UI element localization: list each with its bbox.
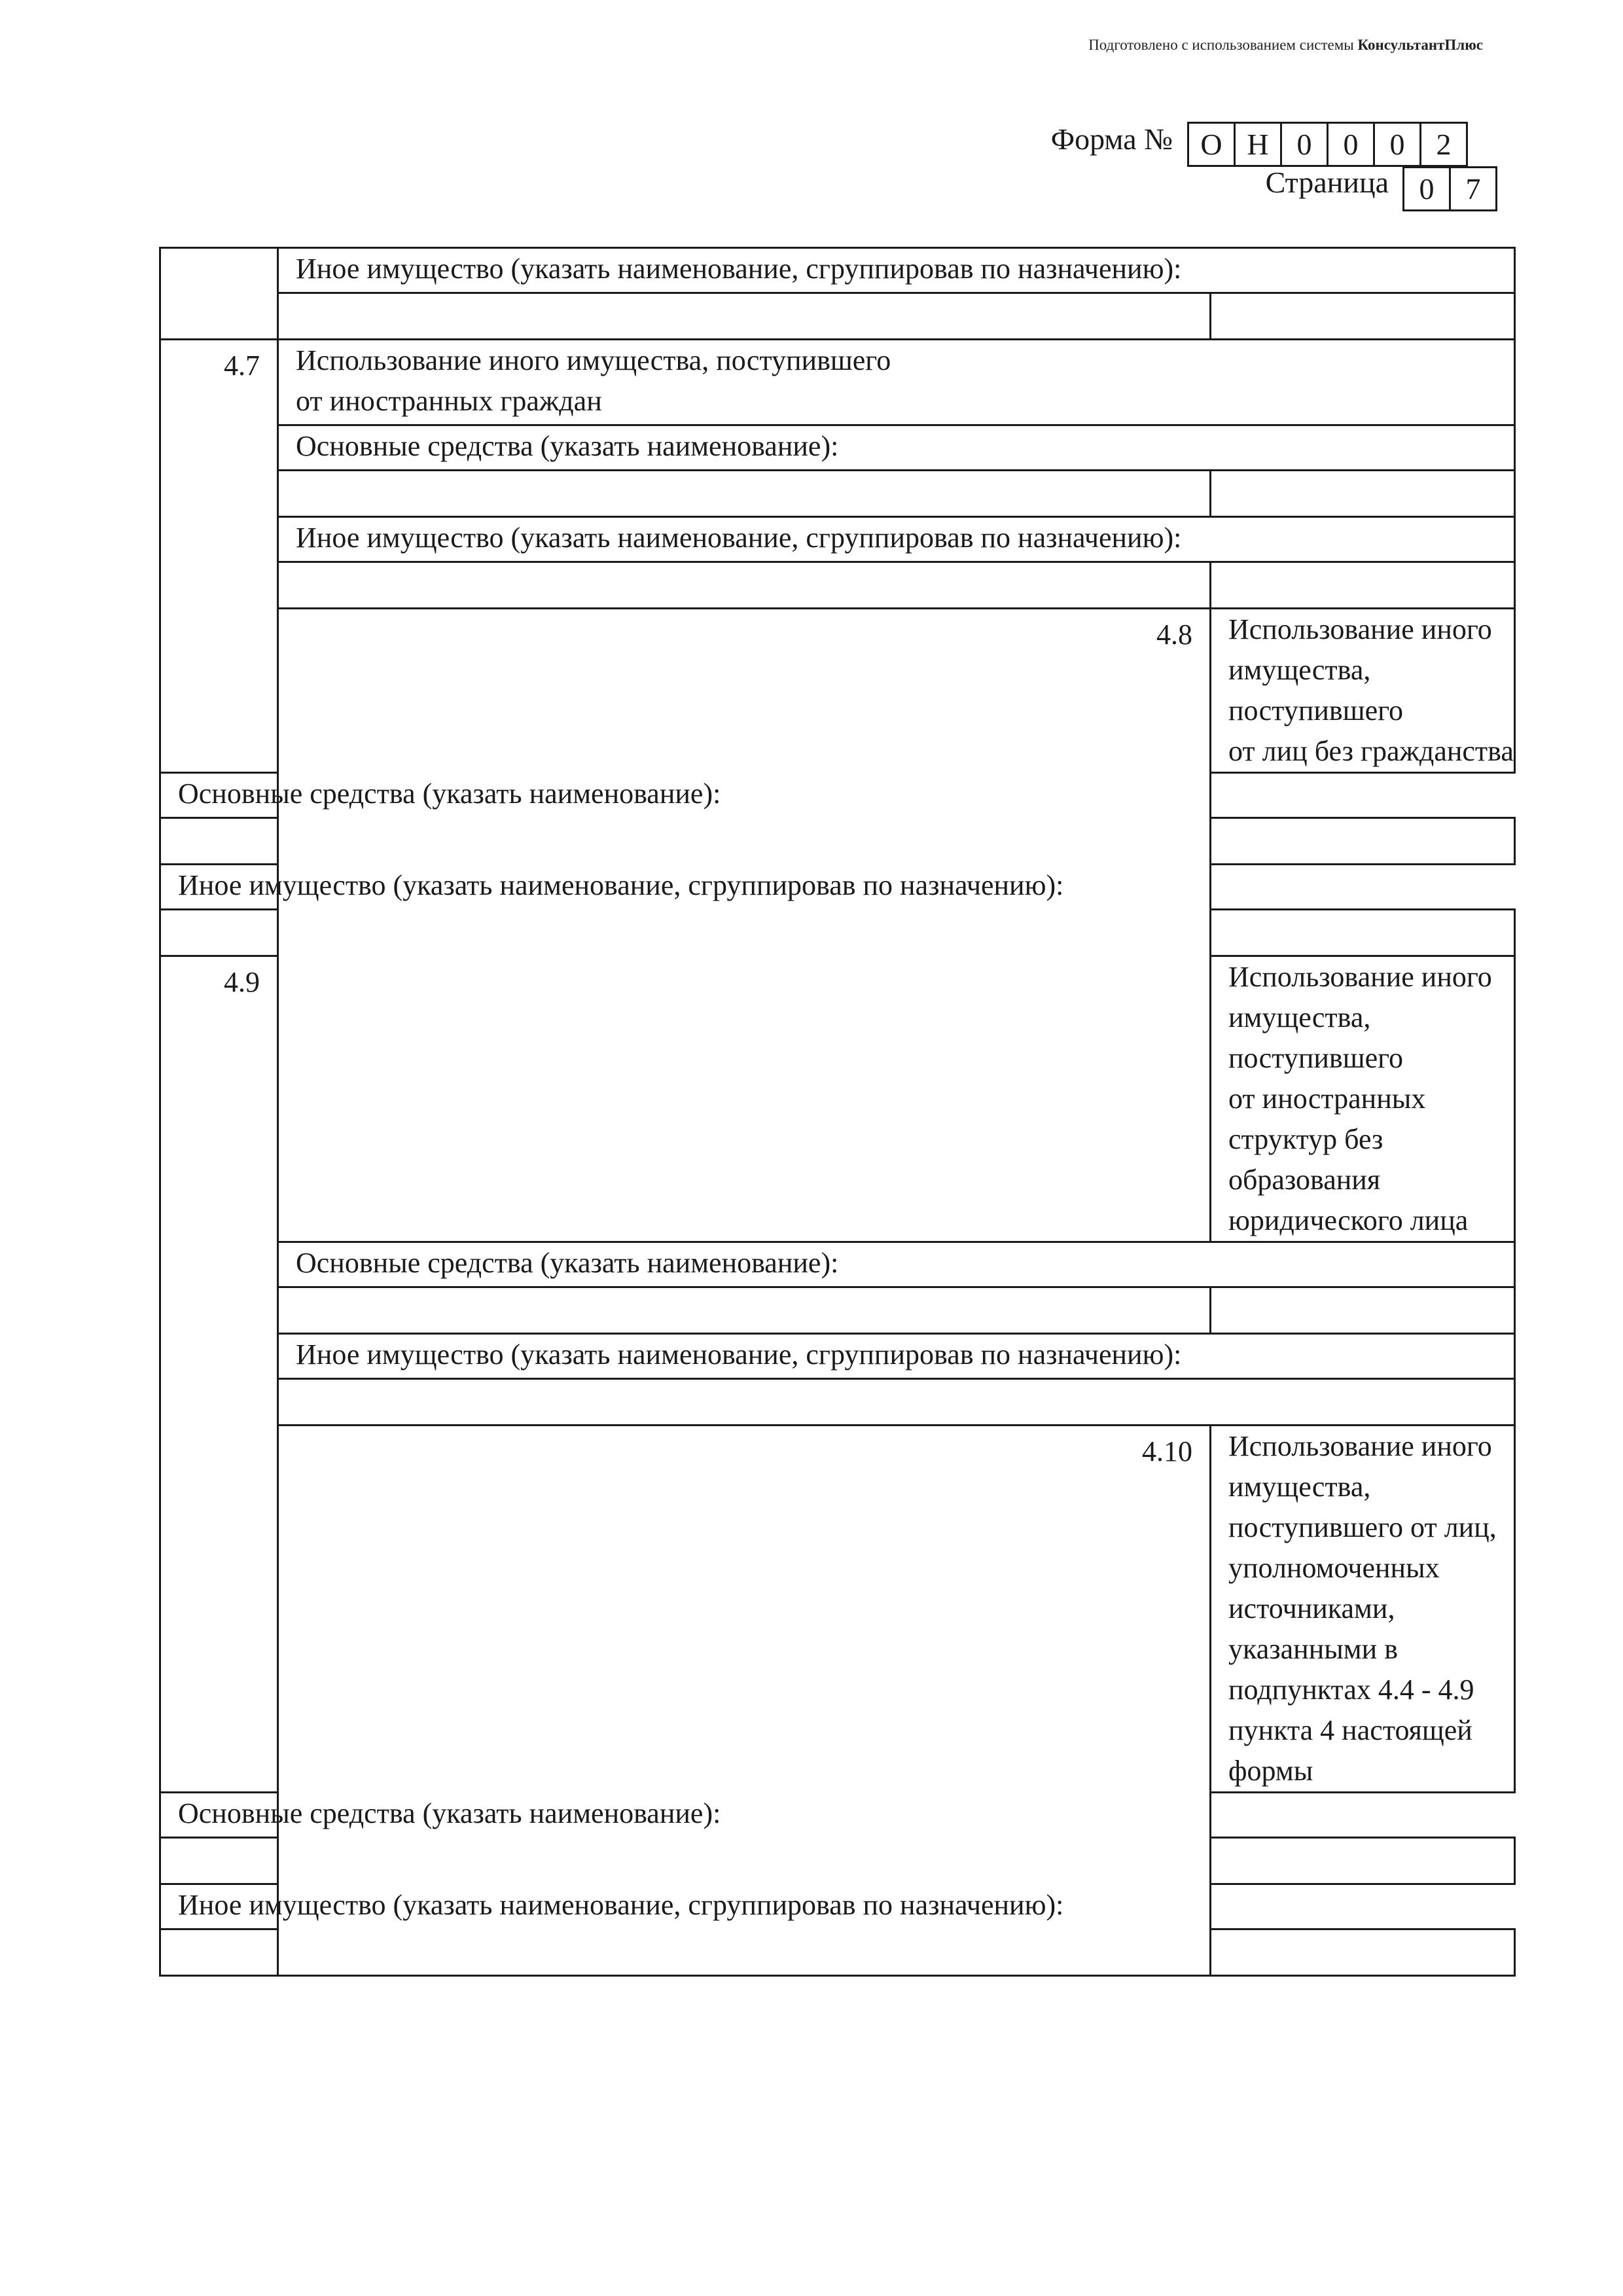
section-number: 4.10 [278,1426,1211,1976]
section-title-line: Использование иного имущества, поступившего [296,344,891,376]
form-number-cell: 0 [1281,123,1328,166]
fixed-assets-name-field[interactable] [278,1287,1211,1334]
other-property-label: Иное имущество (указать наименование, сгруппировав по назначению): [278,248,1515,293]
section-title-line: Использование иного имущества, поступившего [1228,961,1492,1074]
section-title-line: источниками, указанными в подпунктах 4.4 - 4.9 пункта 4 настоящей формы [1228,1592,1474,1787]
other-property-value-field[interactable] [1211,293,1515,340]
section-number: 4.7 [160,340,278,773]
form-number-label: Форма № [1050,122,1173,156]
fixed-assets-value-field[interactable] [1211,1838,1515,1884]
section-number: 4.8 [278,609,1211,1242]
other-property-label: Иное имущество (указать наименование, сгруппировав по назначению): [160,865,1211,910]
section-title [1211,1426,1515,1793]
fixed-assets-name-field[interactable] [278,471,1211,517]
section-number: 4.9 [160,956,278,1793]
section-title-line: Использование иного имущества, поступившего от лиц, уполномоченных [1228,1430,1497,1584]
form-number-cell: 0 [1374,123,1421,166]
fixed-assets-label: Основные средства (указать наименование): [278,1242,1515,1287]
fixed-assets-value-field[interactable] [1211,818,1515,865]
form-number-cell: 2 [1421,123,1467,166]
other-property-field[interactable] [278,1379,1515,1426]
other-property-value-field[interactable] [1211,1929,1515,1976]
section-title-line: от иностранных структур без образования юридического лица [1228,1083,1469,1236]
section-title [1211,956,1515,1242]
section-title-line: от иностранных граждан [296,385,602,417]
page-number-cell: 0 [1404,168,1450,211]
other-property-label: Иное имущество (указать наименование, сгруппировав по назначению): [160,1884,1211,1929]
other-property-label: Иное имущество (указать наименование, сгруппировав по назначению): [278,1334,1515,1379]
section-title-line: Использование иного имущества, поступившего [1228,613,1492,726]
other-property-name-field[interactable] [278,562,1211,609]
fixed-assets-value-field[interactable] [1211,1287,1515,1334]
prepared-text: Подготовлено с использованием системы [1088,37,1358,53]
form-number-cell: О [1188,123,1235,166]
section-number-empty [160,248,278,340]
other-property-name-field[interactable] [278,293,1211,340]
other-property-label: Иное имущество (указать наименование, сгруппировав по назначению): [278,517,1515,562]
fixed-assets-label: Основные средства (указать наименование): [160,1793,1211,1838]
other-property-name-field[interactable] [160,1929,278,1976]
page-number-label: Страница [1265,166,1389,199]
form-number-cells [1187,122,1468,167]
form-number-cell: Н [1235,123,1281,166]
fixed-assets-value-field[interactable] [1211,471,1515,517]
form-number-cell: 0 [1328,123,1374,166]
page-number-cells [1402,166,1497,211]
section-title [278,340,1515,425]
other-property-value-field[interactable] [1211,562,1515,609]
fixed-assets-label: Основные средства (указать наименование): [278,425,1515,471]
page-number-cell: 7 [1450,168,1497,211]
fixed-assets-label: Основные средства (указать наименование): [160,773,1211,818]
other-property-name-field[interactable] [160,910,278,956]
fixed-assets-name-field[interactable] [160,818,278,865]
section-title [1211,609,1515,773]
fixed-assets-name-field[interactable] [160,1838,278,1884]
other-property-value-field[interactable] [1211,910,1515,956]
property-usage-table [159,247,1516,1977]
consultant-brand: КонсультантПлюс [1357,37,1483,53]
section-title-line: от лиц без гражданства [1228,735,1514,767]
prepared-with-consultant-note [916,37,1483,54]
